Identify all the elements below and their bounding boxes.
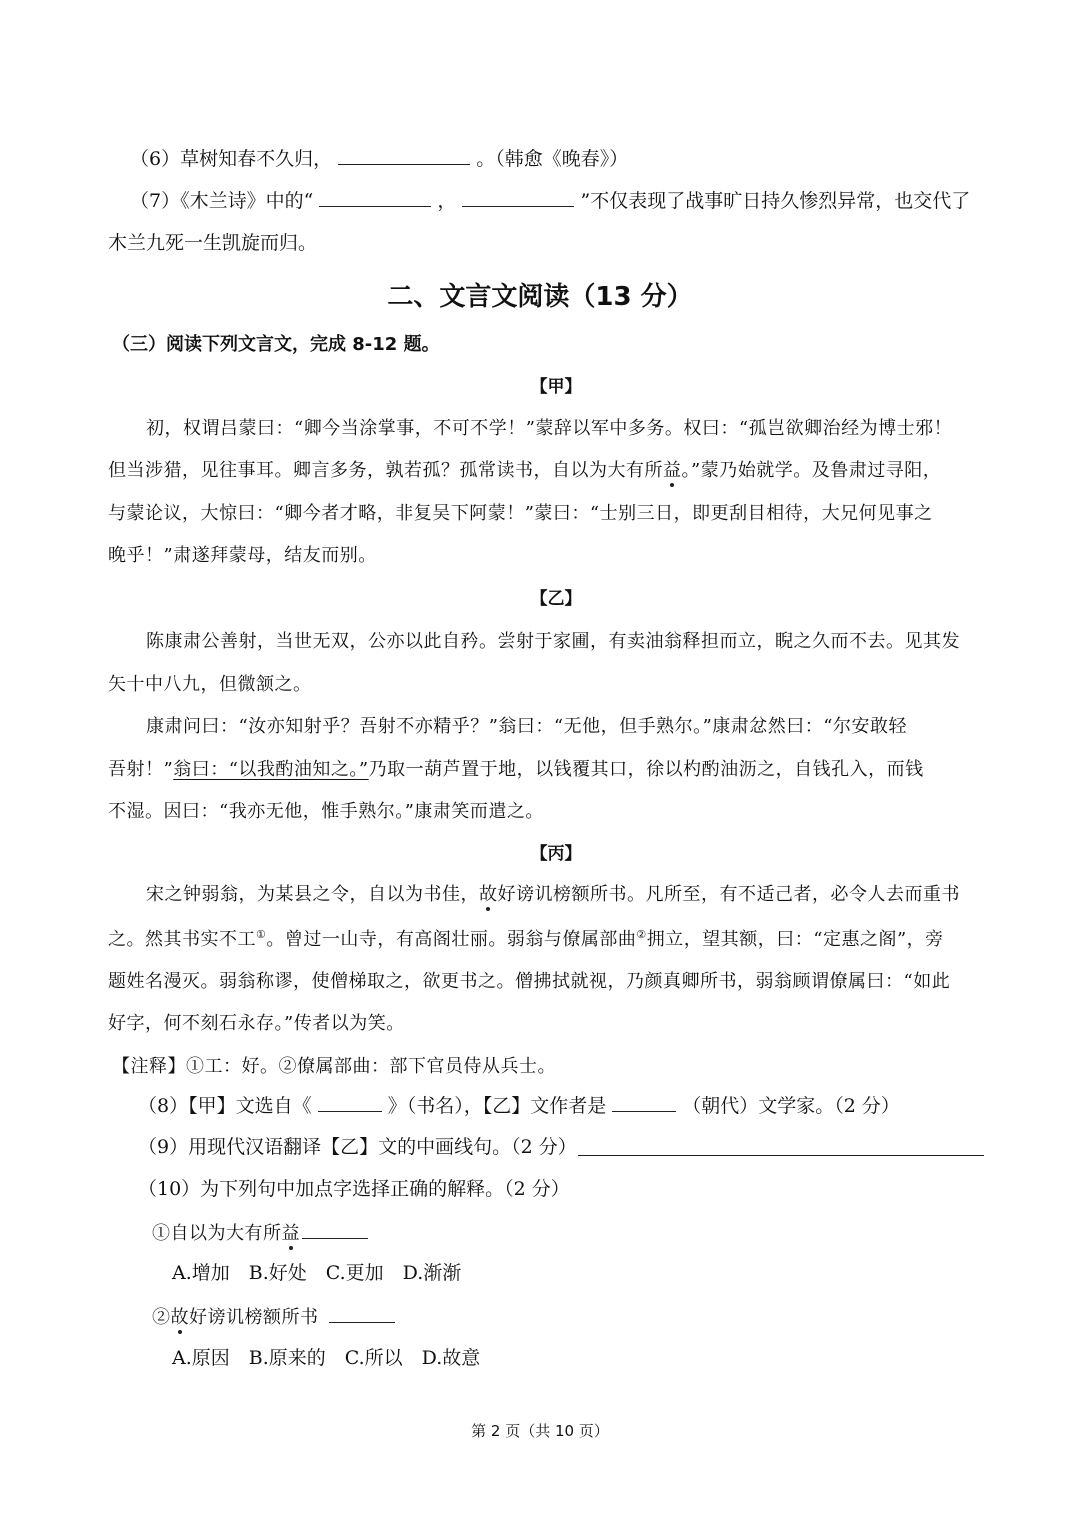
- q10-2-dotted-char: 故: [170, 1307, 189, 1328]
- q10-1-options: A.增加 B.好处 C.更加 D.渐渐: [172, 1262, 462, 1284]
- q10-2-options: A.原因 B.原来的 C.所以 D.故意: [172, 1347, 481, 1369]
- q6-text-b: 。（韩愈《晚春》）: [476, 148, 629, 170]
- question-8: [138, 1093, 900, 1118]
- q10-item-2: [152, 1303, 395, 1329]
- passage-bing-label: 【丙】: [530, 844, 582, 864]
- q7-text-d: 木兰九死一生凯旋而归。: [108, 232, 318, 254]
- q8-text-a: （8）【甲】文选自《: [138, 1095, 312, 1117]
- jia-line-1: 初，权谓吕蒙曰：“卿今当涂掌事，不可不学！”蒙辞以军中多务。权曰：“孤岂欲卿治经为博士邪！: [146, 418, 953, 439]
- bing-line-3: 题姓名漫灭。弱翁称谬，使僧梯取之，欲更书之。僧拂拭就视，乃颜真卿所书，弱翁顾谓僚属曰：“如此: [108, 971, 951, 992]
- q10-1-dotted-char: 益: [281, 1223, 300, 1244]
- q10-1-text: ①自以为大有所: [152, 1223, 282, 1244]
- yi-p2-line-3: 不湿。因曰：“我亦无他，惟手熟尔。”康肃笑而遣之。: [108, 801, 544, 822]
- q10-item-1: [152, 1219, 368, 1245]
- bing-line-2b: 。曾过一山寺，有高阁壮丽。弱翁与僚属部曲: [266, 929, 637, 950]
- bing-line-4: 好字，何不刻石永存。”传者以为笑。: [108, 1013, 405, 1034]
- jia-line-2: [108, 456, 941, 482]
- footnote-marker-1: ①: [256, 928, 267, 941]
- q8-book-blank[interactable]: [318, 1093, 382, 1112]
- q6-answer-blank[interactable]: [338, 146, 470, 165]
- q10-2-answer-blank[interactable]: [329, 1304, 395, 1323]
- bing-line-1a: 宋之钟弱翁，为某县之令，自以为书佳，: [146, 884, 479, 905]
- q7-answer-blank-2[interactable]: [462, 188, 574, 207]
- yi-p2-line-2c: 乃取一葫芦置于地，以钱覆其口，徐以杓酌油沥之，自钱孔入，而钱: [368, 759, 924, 780]
- jia-line-2c: 。”蒙乃始就学。及鲁肃过寻阳，: [681, 460, 942, 481]
- question-10: （10）为下列句中加点字选择正确的解释。（2 分）: [138, 1178, 570, 1200]
- q7-text-b: ，: [437, 190, 457, 212]
- footnote-marker-2: ②: [636, 928, 647, 941]
- bing-line-1c: 好谤讥榜额所书。凡所至，有不适己者，必令人去而重书: [497, 884, 960, 905]
- q7-text-c: ”不仅表现了战事旷日持久惨烈异常，也交代了: [580, 190, 971, 212]
- q8-text-b: 》（书名），【乙】文作者是: [387, 1095, 607, 1117]
- page-footer: 第 2 页（共 10 页）: [471, 1422, 609, 1440]
- yi-p2-line-2: [108, 755, 924, 781]
- q8-text-c: （朝代）文学家。（2 分）: [682, 1095, 900, 1117]
- bing-line-2a: 之。然其书实不工: [108, 929, 256, 950]
- yi-underlined-sentence: 翁曰：“以我酌油知之。”: [173, 759, 369, 780]
- section-title: 二、文言文阅读（13 分）: [387, 282, 693, 312]
- question-9: [138, 1135, 577, 1159]
- question-6: [130, 146, 628, 171]
- passage-yi-label: 【乙】: [530, 589, 582, 609]
- bing-line-2: [108, 925, 944, 951]
- q10-1-answer-blank[interactable]: [302, 1220, 368, 1239]
- annotation: 【注释】①工：好。②僚属部曲：部下官员侍从兵士。: [112, 1056, 556, 1077]
- q10-2-text: 好谤讥榜额所书: [189, 1307, 319, 1328]
- bing-line-2c: 拥立，望其额，曰：“定惠之阁”，旁: [646, 929, 944, 950]
- q10-2-number: ②: [152, 1307, 171, 1328]
- jia-line-2a: 但当涉猎，见往事耳。卿言多务，孰若孤？孤常读书，自以为大有所: [108, 460, 663, 481]
- bing-line-1: [146, 880, 960, 906]
- q9-text: （9）用现代汉语翻译【乙】文的中画线句。（2 分）: [138, 1136, 577, 1158]
- jia-line-3: 与蒙论议，大惊曰：“卿今者才略，非复吴下阿蒙！”蒙曰：“士别三日，即更刮目相待，大兄何见事之: [108, 503, 933, 524]
- q7-answer-blank-1[interactable]: [319, 188, 431, 207]
- yi-p2-line-1: 康肃问曰：“汝亦知射乎？吾射不亦精乎？”翁曰：“无他，但手熟尔。”康肃忿然曰：“尔安敢轻: [146, 716, 908, 737]
- question-7: [130, 188, 970, 213]
- yi-p1-line-2: 矢十中八九，但微颔之。: [108, 674, 312, 695]
- yi-p1-line-1: 陈康肃公善射，当世无双，公亦以此自矜。尝射于家圃，有卖油翁释担而立，睨之久而不去。见其发: [146, 631, 960, 652]
- jia-dotted-char: 益: [663, 460, 682, 481]
- q7-text-a: （7）《木兰诗》中的“: [130, 190, 314, 212]
- q8-author-blank[interactable]: [612, 1093, 676, 1112]
- jia-line-4: 晚乎！”肃遂拜蒙母，结友而别。: [108, 545, 377, 566]
- passage-jia-label: 【甲】: [530, 377, 582, 397]
- yi-p2-line-2a: 吾射！”: [108, 759, 174, 780]
- q6-text-a: （6）草树知春不久归，: [130, 148, 333, 170]
- bing-dotted-char: 故: [479, 884, 498, 905]
- section-subtitle: （三）阅读下列文言文，完成 8-12 题。: [112, 334, 440, 355]
- q9-answer-line[interactable]: [578, 1155, 984, 1156]
